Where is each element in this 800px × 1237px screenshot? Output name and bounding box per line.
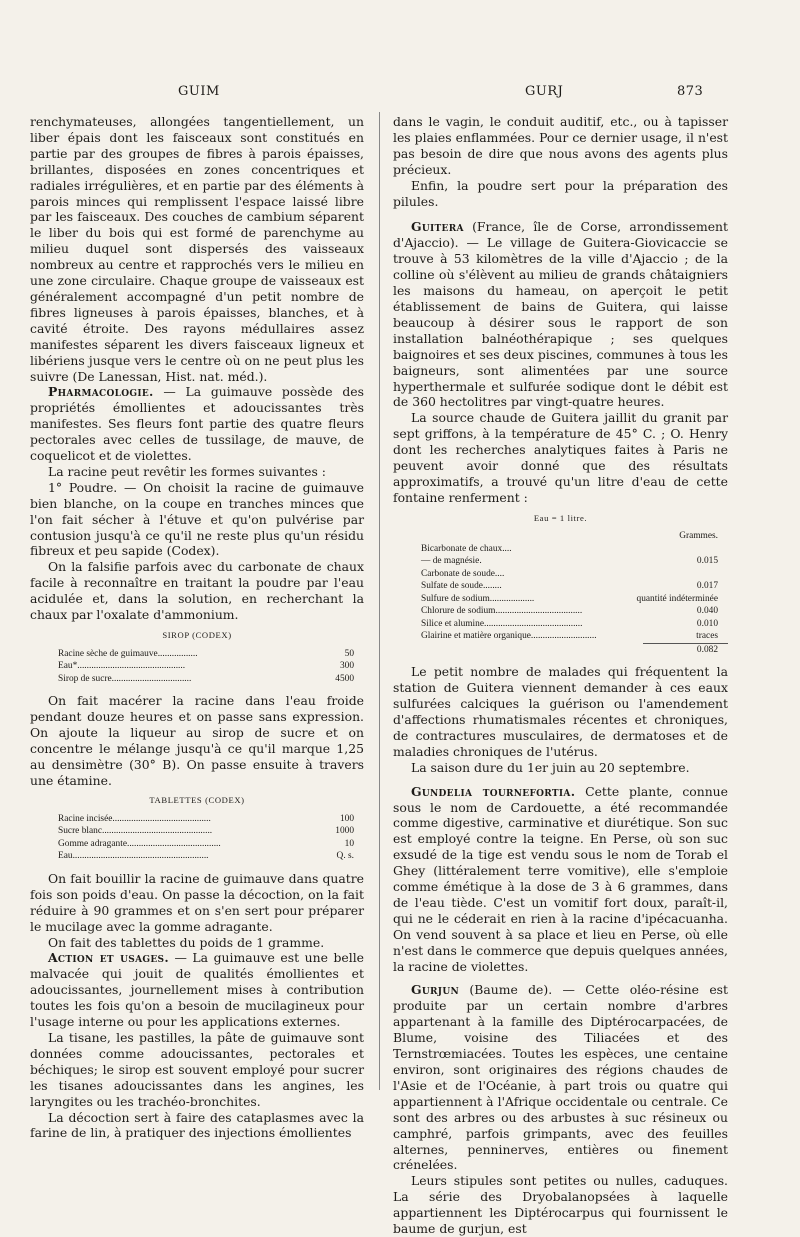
quantity: 1000 [335, 826, 354, 837]
paragraph: On fait des tablettes du poids de 1 gramme. [48, 934, 325, 950]
paragraph [30, 950, 364, 1030]
column-divider [379, 112, 380, 1090]
paragraph: dans le vagin, le conduit auditif, etc., ou à tapisser les plaies enflammées. Pour ce dernier usage, il n'est pas besoin de dire que nous avons des agents plus précieux. [393, 114, 728, 177]
recipe-table-tablettes [30, 794, 364, 863]
table-row [393, 605, 728, 618]
compound: Carbonate de soude.... [421, 568, 505, 579]
paragraph: Enfin, la poudre sert pour la préparation des pilules. [393, 177, 728, 209]
quantity: 4500 [335, 673, 354, 684]
compound: Silice et alumine.......................................... [421, 618, 583, 629]
ingredient: Eau*.............................................. [58, 661, 186, 671]
table-row [393, 593, 728, 606]
table-title: Eau = 1 litre. [533, 512, 588, 523]
paragraph-text: — La guimauve possède des propriétés émollientes et adoucissantes très manifestes. Ses fleurs font partie des quatre fleurs pectorales avec celles de tussilage, de mauve, de coquelicot et de violettes. [30, 384, 364, 464]
paragraph: On fait macérer la racine dans l'eau froide pendant douze heures et on passe sans expression. On ajoute la liqueur au sirop de sucre et on concentre le mélange jusqu'à ce qu'il marque 1,25 au densimètre (30° B). On passe ensuite à travers une étamine. [30, 693, 364, 788]
paragraph: On la falsifie parfois avec du carbonate de chaux facile à reconnaître en traitant la poudre par l'eau acidulée et, dans la solution, en recherchant la chaux par l'oxalate d'ammonium. [30, 559, 364, 623]
quantity: quantité indéterminée [636, 593, 718, 604]
section-heading: Gurjun [411, 982, 460, 998]
table-row [30, 813, 364, 826]
section-heading: Action et usages. [48, 950, 169, 966]
table-row [393, 630, 728, 643]
ingredient: Gomme adragante........................................ [58, 838, 221, 849]
quantity: 0.010 [696, 618, 718, 629]
table-title: SIROP (CODEX) [162, 630, 232, 640]
quantity: traces [696, 631, 718, 642]
compound: Sulfate de soude........ [421, 581, 502, 592]
ingredient: Sucre blanc............................................... [58, 826, 213, 837]
table-row [30, 850, 364, 863]
quantity: 0.015 [696, 556, 718, 567]
compound: Bicarbonate de chaux.... [421, 543, 512, 554]
quantity: 300 [339, 661, 354, 671]
quantity: 10 [344, 838, 354, 849]
paragraph-text: Cette plante, connue sous le nom de Cardouette, a été recommandée comme digestive, carminative et diurétique. Son suc est employé contre la teigne. En Perse, où son suc exsudé de la tige est vendu sous le nom de Torab el Ghey (littéralement terre vomitive), elle s'emploie comme émétique à la dose de 3 à 6 grammes, dans de l'eau tiède. C'est un vomitif fort doux, paraît-il, qui ne le céderait en rien à la racine d'ipécacuanha. On vend souvent à sa place et lieu en Perse, où elle n'est dans le commerce que depuis quelques années, la racine de violettes. [393, 783, 728, 974]
table-row [30, 838, 364, 851]
section-heading: Guitera [411, 219, 464, 235]
column-header: Grammes. [679, 531, 718, 542]
table-row [393, 568, 728, 581]
paragraph: La décoction sert à faire des cataplasmes avec la farine de lin, à pratiquer des injections émollientes [30, 1109, 364, 1141]
table-title: TABLETTES (CODEX) [149, 795, 245, 806]
page-number: 873 [677, 84, 704, 99]
table-row [393, 543, 728, 556]
compound: — de magnésie. [421, 556, 482, 567]
ingredient: Racine sèche de guimauve................. [58, 648, 198, 659]
paragraph: La racine peut revêtir les formes suivantes : [48, 463, 326, 479]
ingredient: Eau.......................................................... [58, 851, 209, 862]
paragraph: La tisane, les pastilles, la pâte de guimauve sont données comme adoucissantes, pectorales et béchiques; le sirop est souvent employé pour sucrer les tisanes adoucissantes dans les angines, les laryngites ou les trachéo-bronchites. [30, 1030, 364, 1109]
quantity: 50 [344, 648, 354, 659]
header-center-word: GURJ [525, 84, 564, 99]
analysis-table [393, 512, 728, 657]
paragraph [393, 784, 728, 975]
quantity: 100 [339, 813, 354, 824]
paragraph-text: — La guimauve est une belle malvacée qui jouit de qualités émollientes et adoucissantes, journellement mises à contribution toutes les fois qu'on a besoin de mucilagineux pour l'usage interne ou pour les applications externes. [30, 950, 364, 1030]
table-row [30, 648, 364, 661]
paragraph: 1° Poudre. — On choisit la racine de guimauve bien blanche, on la coupe en tranches minces que l'on fait sécher à l'étuve et qu'on pulvérise par contusion jusqu'à ce qu'il ne reste plus qu'un résidu fibreux et peu sapide (Codex). [30, 479, 364, 559]
right-column [393, 114, 728, 1237]
paragraph [393, 982, 728, 1173]
compound: Glairine et matière organique............................ [421, 631, 597, 642]
paragraph-text: (Baume de). — Cette oléo-résine est produite par un certain nombre d'arbres appartenant à la famille des Diptérocarpacées, de Blume, voisine des Tiliacées et des Ternstrœmiacées. Toutes les espèces, une centaine environ, sont originaires des régions chaudes de l'Asie et de l'Océanie, à part trois ou quatre qui appartiennent à l'Afrique occidentale ou centrale. Ce sont des arbres ou des arbustes à suc résineux ou camphré, parfois grimpants, avec des feuilles alternes, penninerves, entières ou finement crénelées. [393, 982, 728, 1173]
paragraph: On fait bouillir la racine de guimauve dans quatre fois son poids d'eau. On passe la décoction, on la fait réduire à 90 grammes et on s'en sert pour préparer le mucilage avec la gomme adragante. [30, 870, 364, 934]
left-column [30, 114, 364, 1141]
quantity: Q. s. [336, 851, 354, 862]
ingredient: Sirop de sucre.................................. [58, 673, 192, 684]
quantity: 0.040 [696, 606, 718, 617]
table-row [393, 580, 728, 593]
paragraph [30, 384, 364, 464]
paragraph [393, 219, 728, 410]
paragraph: renchymateuses, allongées tangentiellement, un liber épais dont les faisceaux sont constitués en partie par des groupes de fibres à parois épaisses, brillantes, disposées en zones concentriques et radiales irrégulières, et en partie par des éléments à parois minces qui remplissent l'espace laissé libre par les faisceaux. Des couches de cambium séparent le liber du bois qui est formé de parenchyme au milieu duquel sont dispersés des vaisseaux nombreux au centre et rapprochés vers le milieu en une zone circulaire. Chaque groupe de vaisseaux est généralement accompagné d'un petit nombre de fibres ligneuses à parois épaisses, blanches, et à cavité étroite. Des rayons médullaires assez manifestes séparent les divers faisceaux ligneux et libériens jusque vers le centre où on ne peut plus les suivre (De Lanessan, Hist. nat. méd.). [30, 114, 364, 384]
paragraph: Leurs stipules sont petites ou nulles, caduques. La série des Dryobalanopsées à laquelle appartiennent les Diptérocarpus qui fournissent le baume de gurjun, est [393, 1173, 728, 1237]
compound: Sulfure de sodium................... [421, 593, 535, 604]
table-row [393, 555, 728, 568]
paragraph: La saison dure du 1er juin au 20 septembre. [411, 759, 690, 775]
table-row [30, 660, 364, 673]
section-heading: Pharmacologie. [48, 384, 154, 400]
compound: Chlorure de sodium..................................... [421, 606, 583, 617]
paragraph: La source chaude de Guitera jaillit du granit par sept griffons, à la température de 45° C. ; O. Henry dont les recherches analytiques faites à Paris ne peuvent avoir donné que des résultats approximatifs, a trouvé qu'un litre d'eau de cette fontaine renferment : [393, 410, 728, 505]
quantity: 0.017 [696, 581, 718, 592]
section-heading: Gundelia tournefortia. [411, 783, 576, 799]
table-row [30, 673, 364, 686]
recipe-table-sirop [30, 629, 364, 685]
table-row [30, 825, 364, 838]
table-row [393, 618, 728, 631]
header-left-word: GUIM [178, 84, 220, 99]
ingredient: Racine incisée.......................................... [58, 813, 211, 824]
paragraph-text: (France, île de Corse, arrondissement d'Ajaccio). — Le village de Guitera-Giovicaccie se trouve à 53 kilomètres de la ville d'Ajaccio ; de la colline où s'élèvent au milieu de grands châtaigniers les maisons du hameau, on aperçoit le petit établissement de bains de Guitera, qui laisse beaucoup à désirer sous le rapport de son installation balnéothérapique ; ses quelques baignoires et ses deux piscines, communes à tous les baigneurs, sont alimentées par une source hyperthermale et sulfurée sodique dont le débit est de 360 hectolitres par vingt-quatre heures. [393, 219, 728, 410]
table-total: 0.082 [643, 643, 728, 657]
paragraph: Le petit nombre de malades qui fréquentent la station de Guitera viennent demander à ces eaux sulfurées calciques la guérison ou l'amendement d'affections rhumatismales récentes et chroniques, de contractures musculaires, de dermatoses et de maladies chroniques de l'utérus. [393, 664, 728, 759]
